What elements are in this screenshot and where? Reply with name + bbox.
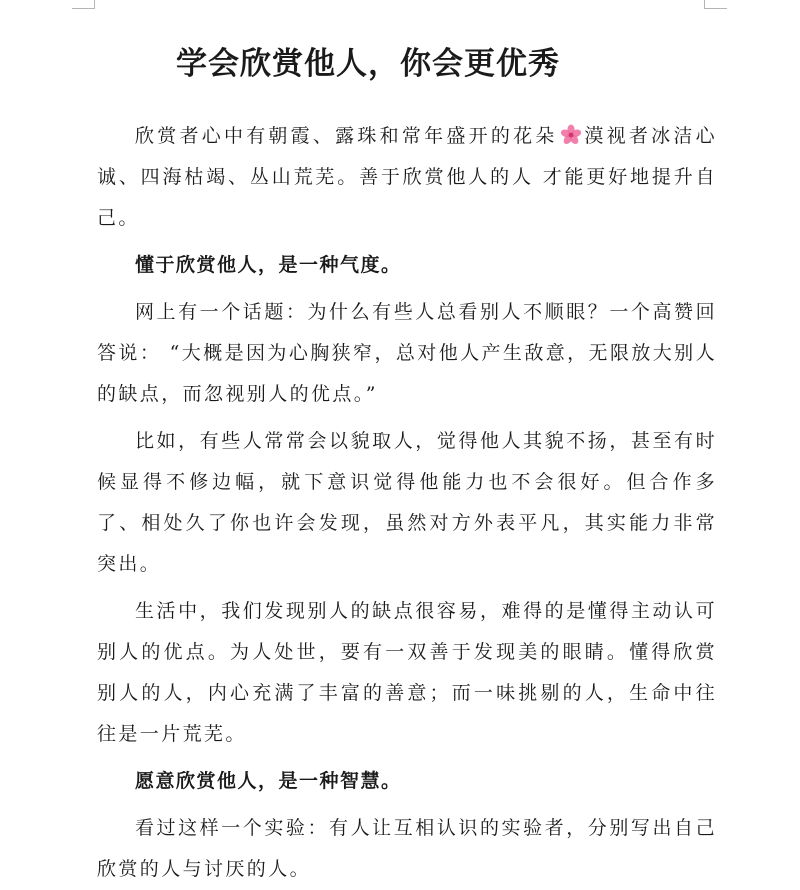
paragraph-5: 看过这样一个实验：有人让互相认识的实验者，分别写出自己欣赏的人与讨厌的人。 [97,817,717,880]
section-heading-2: 愿意欣赏他人，是一种智慧。 [135,770,402,792]
document-body [97,116,717,890]
paragraph-4: 生活中，我们发现别人的缺点很容易，难得的是懂得主动认可别人的优点。为人处世，要有一双善于发现美的眼睛。懂得欣赏别人的人，内心充满了丰富的善意；而一味挑剔的人，生命中往往是一片荒芜。 [97,600,717,745]
paragraph-1 [97,116,717,239]
document-title: 学会欣赏他人，你会更优秀 [176,46,560,82]
section-heading-1: 懂于欣赏他人，是一种气度。 [135,254,402,276]
paragraph-3: 比如，有些人常常会以貌取人，觉得他人其貌不扬，甚至有时候显得不修边幅，就下意识觉得他能力也不会很好。但合作多了、相处久了你也许会发现，虽然对方外表平凡，其实能力非常突出。 [97,430,717,575]
crop-mark-top-right [704,0,727,9]
paragraph-1-text-a: 欣赏者心中有朝霞、露珠和常年盛开的花朵 [135,125,558,147]
pink-flower-icon [560,124,582,146]
paragraph-2: 网上有一个话题：为什么有些人总看别人不顺眼？一个高赞回答说： “大概是因为心胸狭窄，总对他人产生敌意，无限放大别人的缺点，而忽视别人的优点。” [97,301,717,405]
crop-mark-top-left [72,0,95,9]
paragraph-1-text-b: 漠视者冰洁心诚、四海枯竭、丛山荒芜。善于欣赏他人的人 才能更好地提升自己。 [97,125,717,229]
